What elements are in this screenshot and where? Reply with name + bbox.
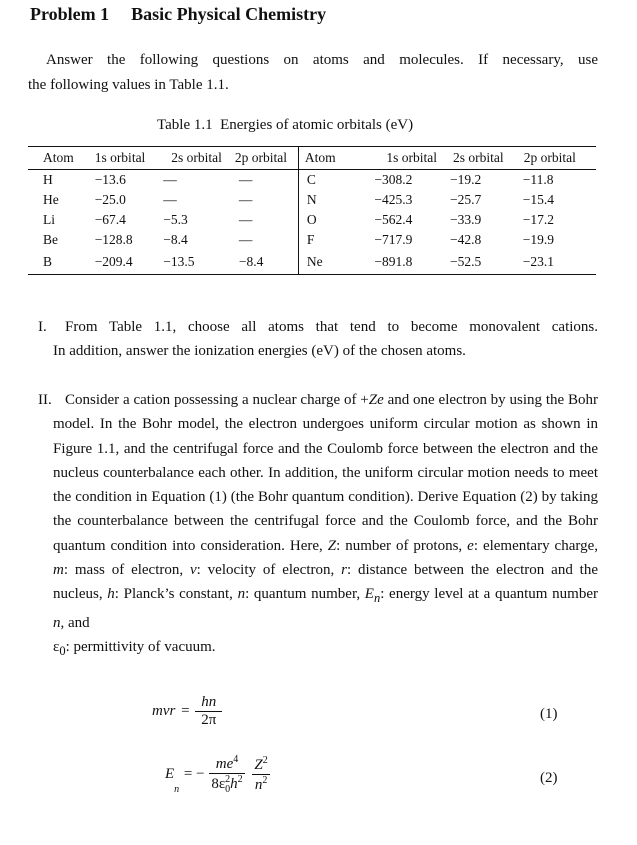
column-header: 1s orbital	[82, 147, 158, 170]
table-cell: H	[43, 172, 53, 187]
table-row	[28, 250, 596, 275]
table-cell: −13.5	[157, 250, 231, 275]
table-cell: −19.9	[522, 232, 554, 247]
problem-heading: Basic Physical Chemistry	[131, 4, 327, 24]
equation-1-lhs: mvr	[152, 703, 176, 719]
table-cell: −17.2	[522, 212, 554, 227]
table-cell: —	[238, 212, 253, 227]
problem-title	[30, 4, 326, 25]
table-header-row	[28, 147, 596, 170]
intro-line-1: Answer the following questions on atoms and molecules. If necessary, use	[46, 52, 598, 68]
table-cell: —	[238, 172, 253, 187]
table-cell: −42.8	[450, 232, 482, 247]
question-1-label: I.	[38, 319, 47, 335]
table-cell: −717.9	[374, 232, 413, 247]
question-2-label: II.	[38, 392, 52, 408]
table-cell: −19.2	[450, 172, 482, 187]
equation-1-fraction: $\frac{hn}{2\pi}$	[195, 694, 222, 729]
table-cell: He	[43, 192, 59, 207]
table-cell: C	[298, 170, 361, 191]
table-cell: —	[163, 192, 177, 207]
column-header: Atom	[28, 147, 82, 170]
table-cell: O	[298, 210, 361, 230]
table-cell: —	[238, 192, 253, 207]
table-cell: −11.8	[522, 172, 554, 187]
table-cell: —	[238, 232, 253, 247]
intro-line-2: the following values in Table 1.1.	[28, 77, 229, 93]
column-header: 2p orbital	[231, 147, 299, 170]
table-cell: −8.4	[231, 250, 299, 275]
table-cell: −25.0	[94, 192, 126, 207]
column-header: 2p orbital	[511, 147, 596, 170]
table-cell: Be	[43, 232, 58, 247]
column-header: 2s orbital	[157, 147, 231, 170]
equation-1: mvr = $\frac{hn}{2\pi}$	[152, 694, 222, 729]
orbital-energy-table	[28, 146, 596, 275]
equation-2-fraction-1: $\frac{me^4}{8\varepsilon_0^2h^2}$	[211, 754, 243, 795]
table-cell: −5.3	[163, 212, 188, 227]
table-cell: B	[28, 250, 82, 275]
table-cell: —	[163, 172, 177, 187]
question-1-line-1	[38, 315, 598, 339]
problem-number: Problem 1	[30, 4, 110, 24]
table-cell: F	[298, 230, 361, 250]
question-2-body: II. Consider a cation possessing a nuclear charge of +Ze and one electron by using the Bohr model. In the Bohr model, the electron undergoes uniform circular motion as shown in Figure 1.1, and the centrifugal force and the Coulomb force between the electron and the nucleus counterbalance each other. In addition, the uniform circular motion needs to meet the condition in Equation (1) (the Bohr quantum condition). Derive Equation (2) by taking the counterbalance between the centrifugal force and the Coulomb force, and the Bohr quantum condition into consideration. Here, Z: number of protons, e: elementary charge, m: mass of electron, v: velocity of electron, r: distance between the electron and the nucleus, h: Planck’s constant, n: quantum number, $E_n$: energy level at a quantum number n, and $\varepsilon_0$: permittivity of vacuum.	[38, 388, 598, 663]
table-cell: −15.4	[522, 192, 554, 207]
table-cell: −891.8	[361, 250, 437, 275]
table-caption: Table 1.1 Energies of atomic orbitals (eV)	[157, 117, 414, 133]
equation-2-fraction-2: $\frac{Z^2}{n^2}$	[254, 755, 268, 793]
column-header: 2s orbital	[437, 147, 511, 170]
table-row	[28, 170, 596, 191]
table-row	[28, 210, 596, 230]
table-cell: Ne	[298, 250, 361, 275]
column-header: Atom	[298, 147, 361, 170]
table-cell: −128.8	[94, 232, 133, 247]
table-cell: −13.6	[94, 172, 126, 187]
table-cell: −308.2	[374, 172, 413, 187]
table-cell: Li	[43, 212, 55, 227]
equation-1-number: (1)	[540, 706, 558, 722]
equation-2: $E_n$ = − $\frac{me^4}{8\varepsilon_0^2h^2}$ $\frac{Z^2}{n^2}$	[165, 754, 268, 795]
table-cell: −8.4	[163, 232, 188, 247]
table-row	[28, 230, 596, 250]
table-row	[28, 190, 596, 210]
table-cell: −562.4	[374, 212, 413, 227]
table-cell: −23.1	[511, 250, 596, 275]
question-1	[38, 315, 598, 363]
column-header: 1s orbital	[361, 147, 437, 170]
table-cell: −425.3	[374, 192, 413, 207]
equation-2-number: (2)	[540, 770, 558, 786]
table-cell: −33.9	[450, 212, 482, 227]
table-cell: −25.7	[450, 192, 482, 207]
table-cell: −209.4	[82, 250, 158, 275]
question-1-text-2: In addition, answer the ionization energies (eV) of the chosen atoms.	[53, 343, 466, 359]
question-1-text-1: From Table 1.1, choose all atoms that tend to become monovalent cations.	[65, 319, 598, 335]
intro-paragraph	[28, 48, 598, 98]
table-cell: N	[298, 190, 361, 210]
table-cell: −67.4	[94, 212, 126, 227]
question-2	[38, 388, 598, 663]
table-cell: −52.5	[437, 250, 511, 275]
